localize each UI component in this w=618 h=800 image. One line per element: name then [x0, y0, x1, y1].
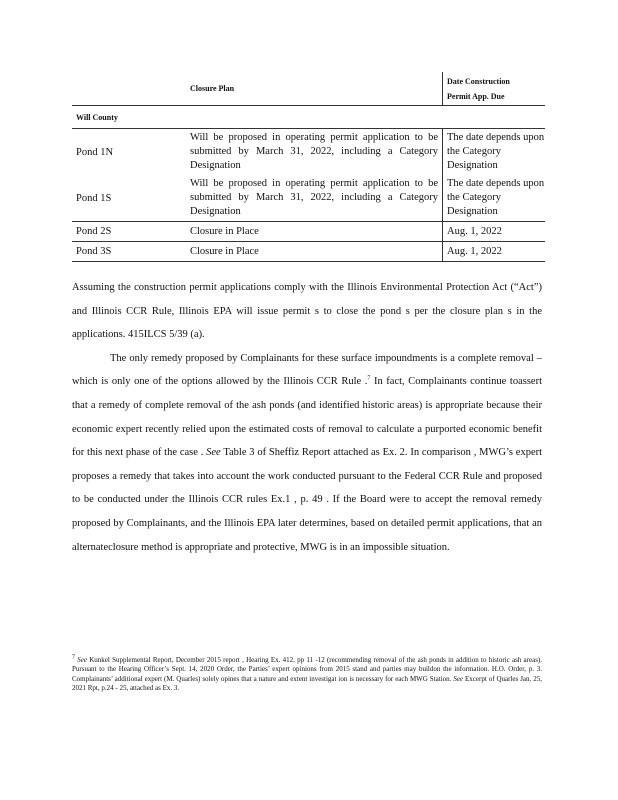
see-signal: See	[206, 447, 221, 459]
footnote-text-part-1: Kunkel Supplemental Report, December 2015 report , Hearing Ex. 412, pp 11 -12 (recommending removal of the ash ponds in addition to historic ash areas). Pursuant to the Hearing Officer’s Sept. 14, 2020 Order, the Parties’ expert opinions from 2015 stand and parties may buildon the information. H.O. Order, p. 3. Complainants’ additional expert (M. Quarles) solely opines that a nature and extent investigat ion is necessary for each MWG Station.	[72, 656, 542, 683]
table-row	[72, 242, 545, 262]
date-cell: Aug. 1, 2022	[443, 242, 546, 262]
header-date-line1: Date Construction	[447, 76, 510, 86]
section-row-will-county	[72, 106, 545, 129]
header-date-line2: Permit App. Due	[447, 91, 505, 101]
footnote-see-signal: See	[453, 674, 464, 683]
footnote-text	[72, 656, 542, 693]
plan-cell: Will be proposed in operating permit application to be submitted by March 31, 2022, including a Category Designation	[190, 132, 438, 171]
pond-cell: Pond 1N	[76, 146, 114, 158]
footnote-see-signal: See	[77, 656, 87, 664]
footnote	[72, 656, 542, 693]
paragraph-1: Assuming the construction permit applications comply with the Illinois Environmental Protection Act (“Act”) and Illinois CCR Rule, Illinois EPA will issue permit s to close the pond s per the closure plan s in the applications. 415ILCS 5/39 (a).	[72, 282, 542, 341]
date-cell: Aug. 1, 2022	[443, 222, 546, 242]
footnote-text-part-2: Excerpt of Quarles Jan. 25, 2021 Rpt, p.24 - 25, attached as Ex. 3.	[72, 674, 542, 692]
table-row	[72, 175, 545, 222]
footnote-reference: 7	[367, 375, 371, 382]
table-row	[72, 129, 545, 176]
table-header-row	[72, 72, 545, 106]
pond-cell: Pond 1S	[76, 192, 112, 204]
date-cell: The date depends upon the Category Designation	[443, 129, 546, 176]
paragraph-2-part-3: Table 3 of Sheffiz Report attached as Ex. 2. In comparison , MWG’s expert proposes a remedy that takes into account the work conducted pursuant to the Federal CCR Rule and proposed to be conducted under the Illinois CCR rules Ex.1 , p. 49 . If the Board were to accept the removal remedy proposed by Complainants, and the Illinois EPA later determines, based on detailed permit applications, that an alternateclosure method is appropriate and protective, MWG is in an impossible situation.	[72, 447, 543, 553]
footnote-marker: 7	[72, 654, 75, 661]
section-label: Will County	[72, 106, 545, 129]
plan-cell: Closure in Place	[190, 222, 443, 242]
paragraph-2-part-2: In fact, Complainants continue toassert that a remedy of complete removal of the ash ponds (and identified historic areas) is appropriate because their economic expert recently relied upon the estimated costs of removal to calculate a purported economic benefit for this next phase of the case .	[72, 376, 542, 459]
pond-cell: Pond 3S	[72, 242, 190, 262]
closure-plan-table	[72, 72, 545, 262]
pond-cell: Pond 2S	[72, 222, 190, 242]
plan-cell: Will be proposed in operating permit application to be submitted by March 31, 2022, including a Category Designation	[190, 178, 438, 217]
body-text	[72, 276, 542, 559]
plan-cell: Closure in Place	[190, 242, 443, 262]
header-date-due	[443, 72, 546, 106]
header-closure-plan: Closure Plan	[190, 72, 443, 106]
date-cell: The date depends upon the Category Designation	[443, 175, 546, 222]
paragraph-2-part-1: The only remedy proposed by Complainants for these surface impoundments is a complete removal – which is only one of the options allowed by the Illinois CCR Rule .	[72, 352, 542, 388]
table-row	[72, 222, 545, 242]
paragraph-2	[72, 347, 542, 559]
header-cell-empty	[72, 72, 190, 106]
